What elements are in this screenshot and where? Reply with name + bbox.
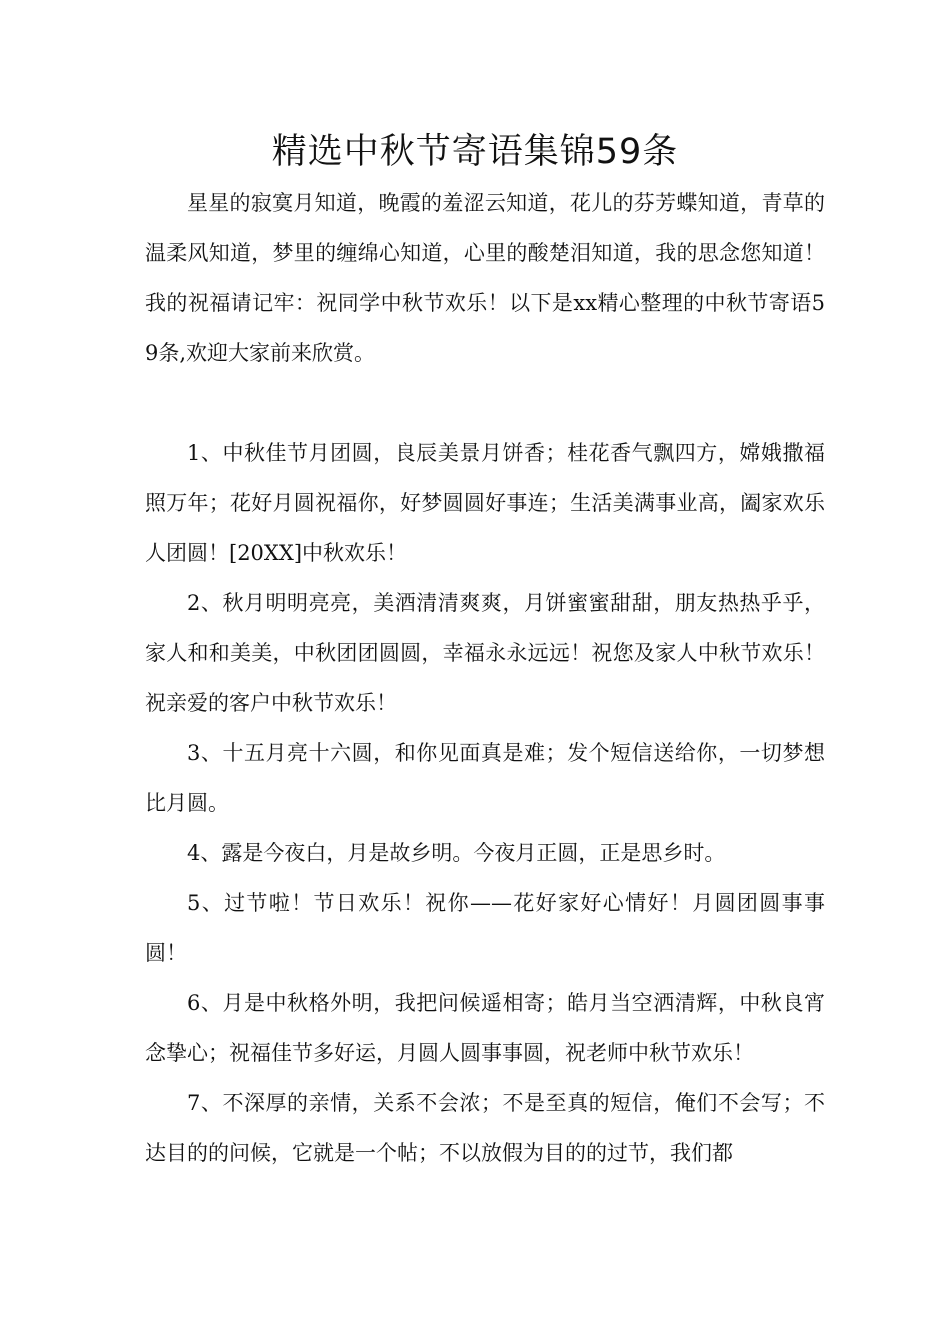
list-item: 6、月是中秋格外明，我把问候遥相寄；皓月当空洒清辉，中秋良宵念挚心；祝福佳节多好运，月圆人圆事事圆，祝老师中秋节欢乐！ [145, 991, 825, 1065]
paragraph-spacer [145, 378, 825, 428]
list-item: 1、中秋佳节月团圆，良辰美景月饼香；桂花香气飘四方，嫦娥撒福照万年；花好月圆祝福你，好梦圆圆好事连；生活美满事业高，阖家欢乐人团圆！[20XX]中秋欢乐！ [145, 441, 825, 565]
document-title: 精选中秋节寄语集锦59条 [271, 132, 679, 172]
intro-paragraph: 星星的寂寞月知道，晚霞的羞涩云知道，花儿的芬芳蝶知道，青草的温柔风知道，梦里的缠绵心知道，心里的酸楚泪知道，我的思念您知道！我的祝福请记牢：祝同学中秋节欢乐！以下是xx精心整理的中秋节寄语59条,欢迎大家前来欣赏。 [145, 191, 825, 365]
list-item: 2、秋月明明亮亮，美酒清清爽爽，月饼蜜蜜甜甜，朋友热热乎乎，家人和和美美，中秋团团圆圆，幸福永永远远！祝您及家人中秋节欢乐！祝亲爱的客户中秋节欢乐！ [145, 591, 825, 715]
list-item: 7、不深厚的亲情，关系不会浓；不是至真的短信，俺们不会写；不达目的的问候，它就是一个帖；不以放假为目的的过节，我们都 [145, 1091, 825, 1165]
list-item: 5、过节啦！节日欢乐！祝你——花好家好心情好！月圆团圆事事圆！ [145, 891, 825, 965]
document-body [145, 178, 825, 1178]
list-item: 3、十五月亮十六圆，和你见面真是难；发个短信送给你，一切梦想比月圆。 [145, 741, 825, 815]
list-item: 4、露是今夜白，月是故乡明。今夜月正圆，正是思乡时。 [187, 841, 726, 865]
